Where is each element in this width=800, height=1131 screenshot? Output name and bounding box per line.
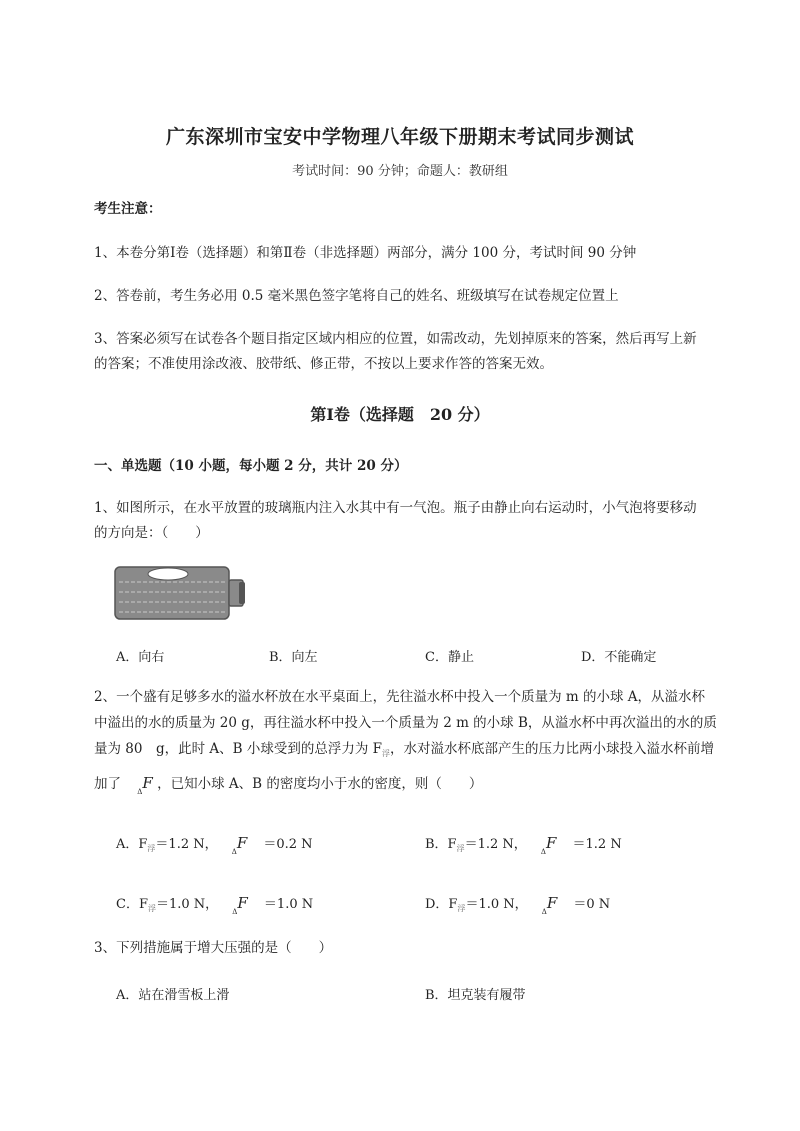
q2-option-a-letter: A．F [116, 837, 148, 852]
q2-option-d-val2: ＝0 N [573, 897, 611, 912]
q1-option-d[interactable]: D．不能确定 [581, 650, 657, 665]
q2-option-b-letter: B．F [425, 837, 457, 852]
q2-option-b-val1: ＝1.2 N， [464, 837, 527, 852]
q2-line-3-rest: ，水对溢水杯底部产生的压力比两小球投入溢水杯前增 [390, 741, 715, 757]
q2-option-a-sub: 浮 [147, 844, 156, 853]
notice-item-3-cont: 的答案；不准使用涂改液、胶带纸、修正带，不按以上要求作答的答案无效。 [94, 356, 553, 372]
q2-option-c-f: F [237, 894, 248, 912]
bottle-figure [113, 564, 248, 622]
q3-option-b[interactable]: B．坦克装有履带 [425, 988, 526, 1003]
q2-option-a-f: F [236, 834, 248, 852]
q2-option-c-val1: ＝1.0 N， [155, 897, 219, 912]
q2-option-d-f: F [546, 894, 558, 912]
q2-option-d-delta: Δ [541, 908, 547, 916]
q2-line-4-rest: ，已知小球 A、B 的密度均小于水的密度，则（ ） [157, 776, 483, 792]
q2-option-b-f: F [545, 834, 557, 852]
q2-option-d-val1: ＝1.0 N， [465, 897, 528, 912]
q2-line-2: 中溢出的水的质量为 20 g，再往溢水杯中投入一个质量为 2 m 的小球 B，从溢水杯中再次溢出的水的质 [94, 715, 717, 731]
q2-option-d-letter: D．F [425, 897, 458, 912]
q2-line-1: 2、一个盛有足够多水的溢水杯放在水平桌面上，先往溢水杯中投入一个质量为 m 的小球 A，从溢水杯 [94, 689, 706, 705]
notice-item-3: 3、答案必须写在试卷各个题目指定区域内相应的位置，如需改动，先划掉原来的答案，然后再写上新 [94, 331, 697, 347]
q1-option-c[interactable]: C．静止 [425, 650, 474, 665]
q2-option-c-letter: C．F [116, 897, 148, 912]
exam-title: 广东深圳市宝安中学物理八年级下册期末考试同步测试 [165, 126, 634, 148]
q2-option-b-val2: ＝1.2 N [572, 837, 622, 852]
q1-line-2: 的方向是：（ ） [94, 525, 209, 541]
float-subscript: 浮 [382, 749, 391, 758]
q2-line-3-text: 量为 80 g，此时 A、B 小球受到的总浮力为 F [94, 741, 383, 757]
q1-option-a[interactable]: A．向右 [116, 650, 165, 665]
q2-option-a-val1: ＝1.2 N， [155, 837, 218, 852]
q2-option-c-sub: 浮 [147, 904, 156, 913]
q2-option-c[interactable] [116, 893, 313, 916]
q1-line-1: 1、如图所示，在水平放置的玻璃瓶内注入水其中有一气泡。瓶子由静止向右运动时，小气泡将要移动 [94, 500, 697, 516]
section-title: 第Ⅰ卷（选择题 20 分） [310, 405, 490, 424]
notice-item-2: 2、答卷前，考生务必用 0.5 毫米黑色签字笔将自己的姓名、班级填写在试卷规定位置上 [94, 288, 619, 304]
q2-line-4-start: 加了 [94, 776, 121, 792]
q2-option-b-sub: 浮 [456, 844, 465, 853]
q2-option-d-sub: 浮 [457, 904, 466, 913]
q2-option-b-delta: Δ [540, 848, 546, 856]
exam-subtitle: 考试时间：90 分钟；命题人：教研组 [292, 164, 508, 179]
q2-option-a-val2: ＝0.2 N [263, 837, 313, 852]
q2-option-a-delta: Δ [231, 848, 237, 856]
notice-item-1: 1、本卷分第Ⅰ卷（选择题）和第Ⅱ卷（非选择题）两部分，满分 100 分，考试时间 90 分钟 [94, 245, 637, 261]
q2-line-4 [94, 770, 482, 805]
notice-heading: 考生注意： [94, 201, 162, 217]
part-heading: 一、单选题（10 小题，每小题 2 分，共计 20 分） [94, 458, 408, 474]
q1-option-b[interactable]: B．向左 [269, 650, 318, 665]
q2-option-d[interactable] [425, 893, 610, 916]
delta-f-symbol: F [142, 774, 153, 792]
q3-line-1: 3、下列措施属于增大压强的是（ ） [94, 940, 333, 956]
q2-option-a[interactable] [116, 833, 313, 856]
q2-option-b[interactable] [425, 833, 622, 856]
q3-option-a[interactable]: A．站在滑雪板上滑 [116, 988, 230, 1003]
q2-line-3 [94, 736, 714, 767]
delta-symbol: Δ [137, 788, 143, 796]
q2-option-c-delta: Δ [232, 908, 238, 916]
q2-option-c-val2: ＝1.0 N [263, 897, 314, 912]
